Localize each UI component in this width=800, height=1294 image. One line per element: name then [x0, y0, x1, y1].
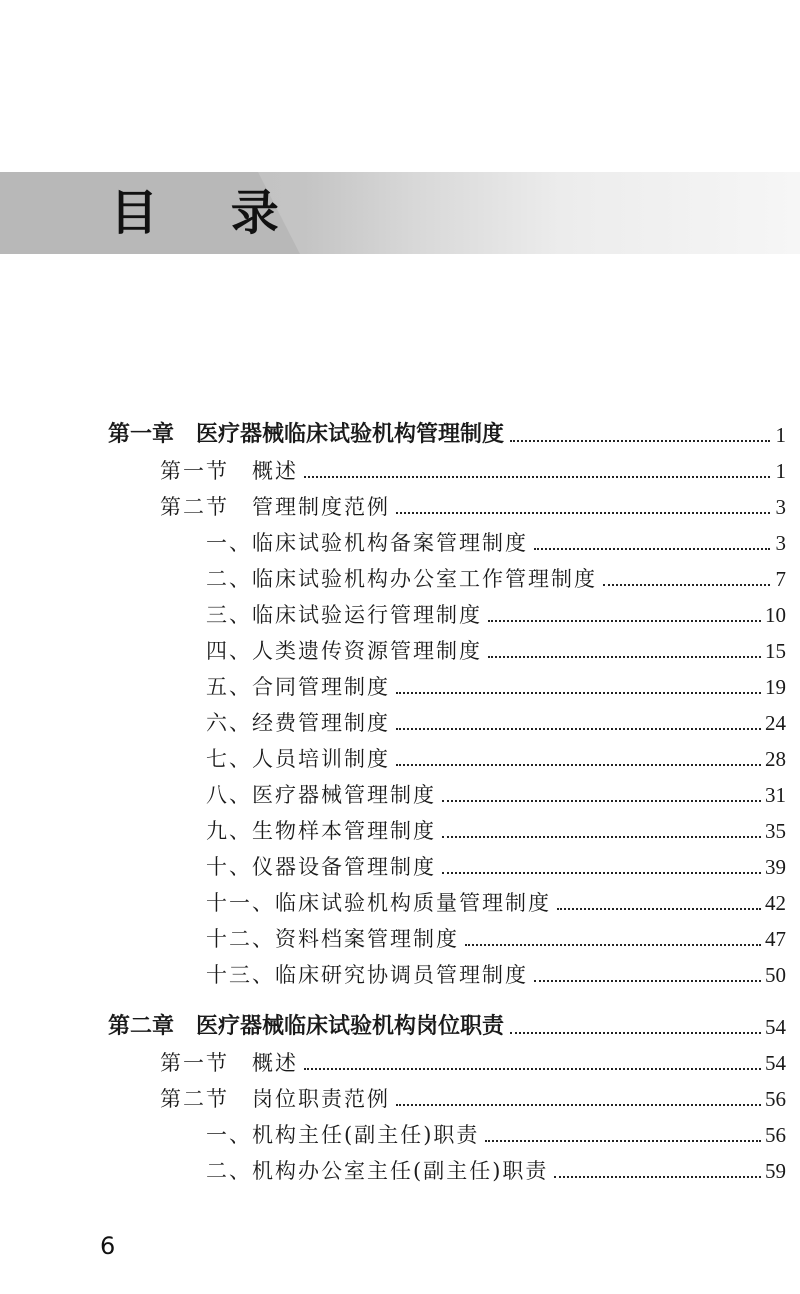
toc-entry[interactable]: [160, 452, 786, 486]
toc-leader-dots: [396, 512, 770, 514]
toc-entry-label: 三、临床试验运行管理制度: [206, 603, 482, 627]
toc-leader-dots: [465, 944, 761, 946]
toc-leader-dots: [557, 908, 761, 910]
toc-entry-page: 1: [775, 459, 786, 483]
toc-entry[interactable]: [206, 740, 786, 774]
toc-entry-page: 50: [765, 963, 786, 987]
toc-entry-page: 56: [765, 1087, 786, 1111]
toc-leader-dots: [304, 1068, 761, 1070]
toc-entry[interactable]: [206, 812, 786, 846]
toc-leader-dots: [554, 1176, 761, 1178]
toc-entry-page: 35: [765, 819, 786, 843]
toc-entry[interactable]: [206, 596, 786, 630]
toc-entry[interactable]: [206, 1116, 786, 1150]
toc-entry-page: 59: [765, 1159, 786, 1183]
toc-leader-dots: [488, 620, 761, 622]
toc-entry-label: 五、合同管理制度: [206, 675, 390, 699]
toc-entry-label: 第二节 管理制度范例: [160, 495, 390, 519]
toc-entry[interactable]: [206, 632, 786, 666]
toc-entry-page: 28: [765, 747, 786, 771]
toc-entry-page: 3: [775, 495, 786, 519]
toc-entry[interactable]: [206, 1152, 786, 1186]
toc-entry[interactable]: [206, 668, 786, 702]
toc-leader-dots: [488, 656, 761, 658]
toc-leader-dots: [485, 1140, 761, 1142]
toc-entry-page: 19: [765, 675, 786, 699]
toc-entry-label: 第一节 概述: [160, 459, 298, 483]
toc-leader-dots: [442, 836, 761, 838]
toc-entry-label: 二、机构办公室主任(副主任)职责: [206, 1159, 549, 1183]
toc-entry-label: 一、临床试验机构备案管理制度: [206, 531, 528, 555]
toc-leader-dots: [510, 1032, 761, 1034]
toc-leader-dots: [396, 728, 761, 730]
toc-entry-label: 六、经费管理制度: [206, 711, 390, 735]
toc-entry[interactable]: [160, 1080, 786, 1114]
toc-leader-dots: [304, 476, 770, 478]
toc-leader-dots: [442, 800, 761, 802]
toc-entry-page: 42: [765, 891, 786, 915]
toc-entry[interactable]: [206, 704, 786, 738]
toc-entry-page: 10: [765, 603, 786, 627]
toc-entry[interactable]: [206, 848, 786, 882]
toc-entry-label: 十一、临床试验机构质量管理制度: [206, 891, 551, 915]
toc-leader-dots: [442, 872, 761, 874]
toc-entry-label: 十二、资料档案管理制度: [206, 927, 459, 951]
toc-entry[interactable]: [206, 920, 786, 954]
toc-entry-label: 第一节 概述: [160, 1051, 298, 1075]
toc-entry[interactable]: [160, 1044, 786, 1078]
toc-entry-label: 十、仪器设备管理制度: [206, 855, 436, 879]
toc-entry[interactable]: [206, 524, 786, 558]
toc-entry-label: 九、生物样本管理制度: [206, 819, 436, 843]
page-number: 6: [100, 1232, 116, 1260]
toc-leader-dots: [510, 440, 770, 442]
toc-entry-label: 第二章 医疗器械临床试验机构岗位职责: [108, 1014, 505, 1039]
toc-entry[interactable]: [206, 560, 786, 594]
toc-entry-page: 47: [765, 927, 786, 951]
toc-leader-dots: [603, 584, 770, 586]
toc-entry-label: 一、机构主任(副主任)职责: [206, 1123, 480, 1147]
toc-entry-page: 39: [765, 855, 786, 879]
toc-entry-page: 24: [765, 711, 786, 735]
toc-entry[interactable]: [108, 416, 786, 450]
toc-leader-dots: [534, 548, 770, 550]
toc-entry-page: 56: [765, 1123, 786, 1147]
toc-entry-page: 15: [765, 639, 786, 663]
toc-entry[interactable]: [206, 884, 786, 918]
toc-entry-label: 第一章 医疗器械临床试验机构管理制度: [108, 422, 505, 447]
page-title: 目 录: [110, 185, 307, 241]
toc-entry-label: 二、临床试验机构办公室工作管理制度: [206, 567, 597, 591]
toc-entry-page: 1: [775, 423, 786, 447]
toc-leader-dots: [534, 980, 761, 982]
toc-leader-dots: [396, 692, 761, 694]
toc-entry-page: 7: [775, 567, 786, 591]
toc-entry-page: 54: [765, 1051, 786, 1075]
toc-entry-label: 七、人员培训制度: [206, 747, 390, 771]
toc-leader-dots: [396, 1104, 761, 1106]
toc-entry-page: 3: [775, 531, 786, 555]
toc-entry-label: 八、医疗器械管理制度: [206, 783, 436, 807]
toc-entry[interactable]: [108, 1008, 786, 1042]
toc-entry-label: 第二节 岗位职责范例: [160, 1087, 390, 1111]
toc-entry[interactable]: [206, 776, 786, 810]
toc-leader-dots: [396, 764, 761, 766]
toc-entry[interactable]: [206, 956, 786, 990]
toc-entry-label: 十三、临床研究协调员管理制度: [206, 963, 528, 987]
toc-entry[interactable]: [160, 488, 786, 522]
toc-entry-page: 31: [765, 783, 786, 807]
toc-entry-page: 54: [765, 1015, 786, 1039]
toc-entry-label: 四、人类遗传资源管理制度: [206, 639, 482, 663]
